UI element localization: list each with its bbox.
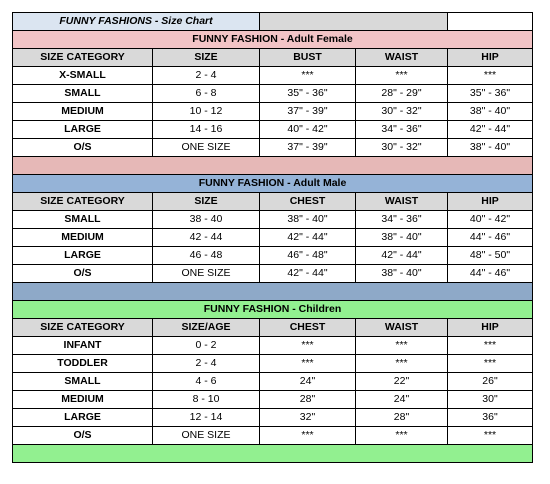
table-row [13,211,533,229]
section-separator-children [13,445,533,463]
separator-band [13,445,533,463]
size-category-cell: LARGE [13,121,153,139]
table-row [13,247,533,265]
column-header: SIZE [153,193,260,211]
chest-cell: 28" [260,391,356,409]
chest-cell: 46" - 48" [260,247,356,265]
hip-cell: *** [448,355,533,373]
bust-cell: 37" - 39" [260,103,356,121]
table-row [13,121,533,139]
column-header: WAIST [356,319,448,337]
waist-cell: *** [356,427,448,445]
column-header: HIP [448,49,533,67]
hip-cell: 36" [448,409,533,427]
table-row [13,229,533,247]
table-row [13,103,533,121]
column-header-row-children [13,319,533,337]
column-header-row-female [13,49,533,67]
size-category-cell: O/S [13,265,153,283]
table-row [13,373,533,391]
size-cell: 42 - 44 [153,229,260,247]
size-cell: 6 - 8 [153,85,260,103]
waist-cell: 34" - 36" [356,121,448,139]
size-chart-table [12,12,533,463]
size-category-cell: SMALL [13,85,153,103]
size-category-cell: LARGE [13,409,153,427]
hip-cell: *** [448,67,533,85]
table-row [13,427,533,445]
hip-cell: *** [448,427,533,445]
bust-cell: 35" - 36" [260,85,356,103]
column-header: CHEST [260,193,356,211]
waist-cell: 30" - 32" [356,139,448,157]
chart-title: FUNNY FASHIONS - Size Chart [13,13,260,31]
chest-cell: 38" - 40" [260,211,356,229]
size-chart-page [12,12,533,463]
waist-cell: 42" - 44" [356,247,448,265]
column-header: HIP [448,193,533,211]
size-category-cell: X-SMALL [13,67,153,85]
size-cell: 10 - 12 [153,103,260,121]
section-title-female: FUNNY FASHION - Adult Female [13,31,533,49]
size-age-cell: 2 - 4 [153,355,260,373]
bust-cell: 40" - 42" [260,121,356,139]
size-category-cell: INFANT [13,337,153,355]
size-age-cell: 8 - 10 [153,391,260,409]
hip-cell: 42" - 44" [448,121,533,139]
hip-cell: 35" - 36" [448,85,533,103]
waist-cell: 30" - 32" [356,103,448,121]
table-row [13,139,533,157]
table-row [13,355,533,373]
chart-title-row [13,13,533,31]
chest-cell: *** [260,355,356,373]
table-row [13,67,533,85]
waist-cell: 34" - 36" [356,211,448,229]
size-category-cell: MEDIUM [13,391,153,409]
chest-cell: 42" - 44" [260,265,356,283]
size-age-cell: 0 - 2 [153,337,260,355]
size-cell: 46 - 48 [153,247,260,265]
section-separator-male [13,283,533,301]
waist-cell: 38" - 40" [356,229,448,247]
column-header-row-male [13,193,533,211]
chest-cell: 24" [260,373,356,391]
bust-cell: 37" - 39" [260,139,356,157]
chest-cell: *** [260,427,356,445]
size-cell: ONE SIZE [153,265,260,283]
table-row [13,409,533,427]
hip-cell: 30" [448,391,533,409]
column-header: BUST [260,49,356,67]
waist-cell: 28" [356,409,448,427]
waist-cell: 22" [356,373,448,391]
column-header: HIP [448,319,533,337]
size-age-cell: 12 - 14 [153,409,260,427]
size-category-cell: SMALL [13,373,153,391]
column-header: SIZE CATEGORY [13,319,153,337]
table-row [13,337,533,355]
waist-cell: *** [356,355,448,373]
separator-band [13,283,533,301]
section-title-row-children [13,301,533,319]
column-header: SIZE CATEGORY [13,49,153,67]
size-cell: 38 - 40 [153,211,260,229]
hip-cell: 44" - 46" [448,265,533,283]
size-age-cell: 4 - 6 [153,373,260,391]
hip-cell: 38" - 40" [448,139,533,157]
chest-cell: 42" - 44" [260,229,356,247]
title-empty-cell [448,13,533,31]
waist-cell: 28" - 29" [356,85,448,103]
column-header: CHEST [260,319,356,337]
size-age-cell: ONE SIZE [153,427,260,445]
hip-cell: *** [448,337,533,355]
size-category-cell: LARGE [13,247,153,265]
size-cell: 2 - 4 [153,67,260,85]
waist-cell: 24" [356,391,448,409]
section-separator-female [13,157,533,175]
hip-cell: 40" - 42" [448,211,533,229]
column-header: SIZE CATEGORY [13,193,153,211]
size-cell: ONE SIZE [153,139,260,157]
table-row [13,391,533,409]
section-title-children: FUNNY FASHION - Children [13,301,533,319]
waist-cell: 38" - 40" [356,265,448,283]
title-filler-cell [260,13,448,31]
size-category-cell: SMALL [13,211,153,229]
hip-cell: 44" - 46" [448,229,533,247]
column-header: SIZE/AGE [153,319,260,337]
waist-cell: *** [356,337,448,355]
size-category-cell: TODDLER [13,355,153,373]
chest-cell: *** [260,337,356,355]
size-category-cell: O/S [13,427,153,445]
column-header: WAIST [356,193,448,211]
bust-cell: *** [260,67,356,85]
column-header: SIZE [153,49,260,67]
column-header: WAIST [356,49,448,67]
waist-cell: *** [356,67,448,85]
section-title-row-male [13,175,533,193]
hip-cell: 26" [448,373,533,391]
size-category-cell: MEDIUM [13,103,153,121]
size-cell: 14 - 16 [153,121,260,139]
table-row [13,85,533,103]
section-title-male: FUNNY FASHION - Adult Male [13,175,533,193]
size-category-cell: MEDIUM [13,229,153,247]
separator-band [13,157,533,175]
chest-cell: 32" [260,409,356,427]
hip-cell: 38" - 40" [448,103,533,121]
hip-cell: 48" - 50" [448,247,533,265]
size-category-cell: O/S [13,139,153,157]
section-title-row-female [13,31,533,49]
table-row [13,265,533,283]
